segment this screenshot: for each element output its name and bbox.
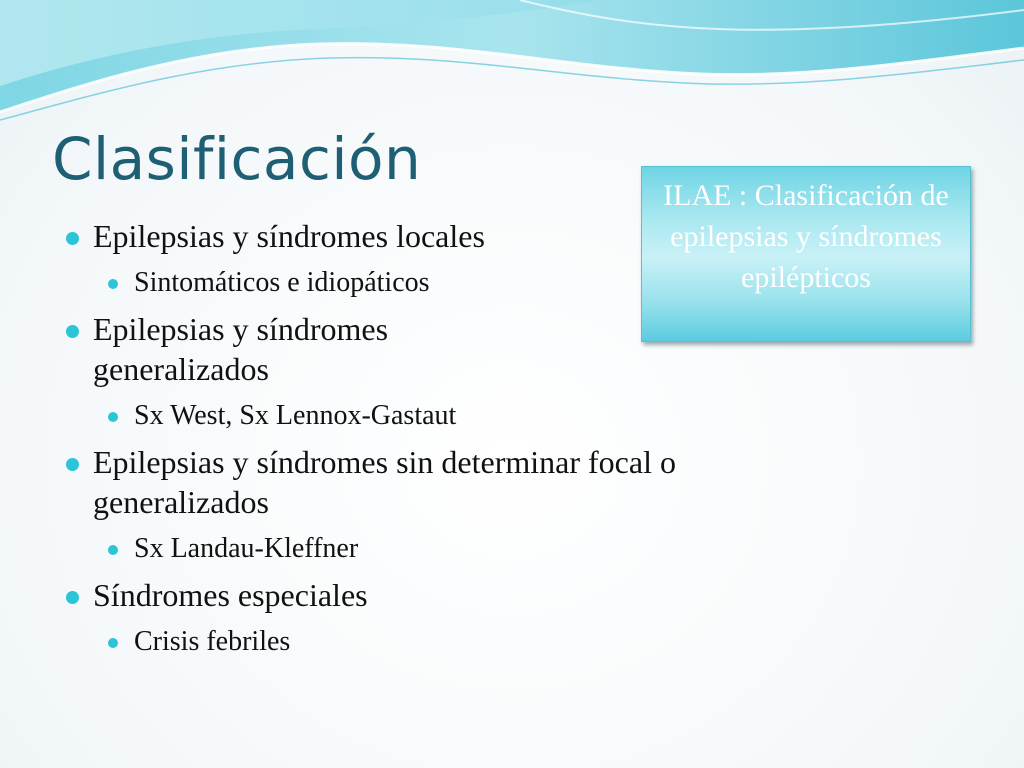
bullet-item-level1 — [64, 442, 833, 522]
header-wave-decoration — [0, 0, 1024, 140]
bullet-dot-icon — [66, 325, 79, 338]
bullet-text: Síndromes especiales — [93, 577, 368, 613]
bullet-dot-icon — [66, 591, 79, 604]
bullet-text: Epilepsias y síndromes locales — [93, 218, 485, 254]
bullet-text: Sx West, Sx Lennox-Gastaut — [134, 400, 457, 431]
bullet-dot-icon — [108, 412, 118, 422]
bullet-dot-icon — [108, 638, 118, 648]
bullet-item-level2 — [64, 394, 824, 438]
bullet-text: Sintomáticos e idiopáticos — [134, 267, 430, 298]
bullet-text: Epilepsias y síndromes generalizados — [93, 311, 389, 387]
bullet-item-level2 — [64, 620, 824, 664]
bullet-list — [64, 216, 824, 664]
ilae-callout-box: ILAE : Clasificación de epilepsias y síndromes epilépticos — [641, 166, 971, 342]
bullet-text: Epilepsias y síndromes sin determinar focal o generalizados — [93, 444, 676, 520]
bullet-item-level1 — [64, 575, 824, 615]
bullet-item-level2 — [64, 527, 824, 571]
bullet-dot-icon — [66, 232, 79, 245]
bullet-dot-icon — [108, 279, 118, 289]
bullet-item-level1 — [64, 216, 824, 256]
bullet-item-level2 — [64, 261, 824, 305]
bullet-dot-icon — [108, 545, 118, 555]
bullet-text: Sx Landau-Kleffner — [134, 533, 359, 564]
bullet-item-level1 — [64, 309, 493, 389]
bullet-dot-icon — [66, 458, 79, 471]
slide-title: Clasificación — [52, 125, 422, 193]
bullet-text: Crisis febriles — [134, 626, 291, 657]
